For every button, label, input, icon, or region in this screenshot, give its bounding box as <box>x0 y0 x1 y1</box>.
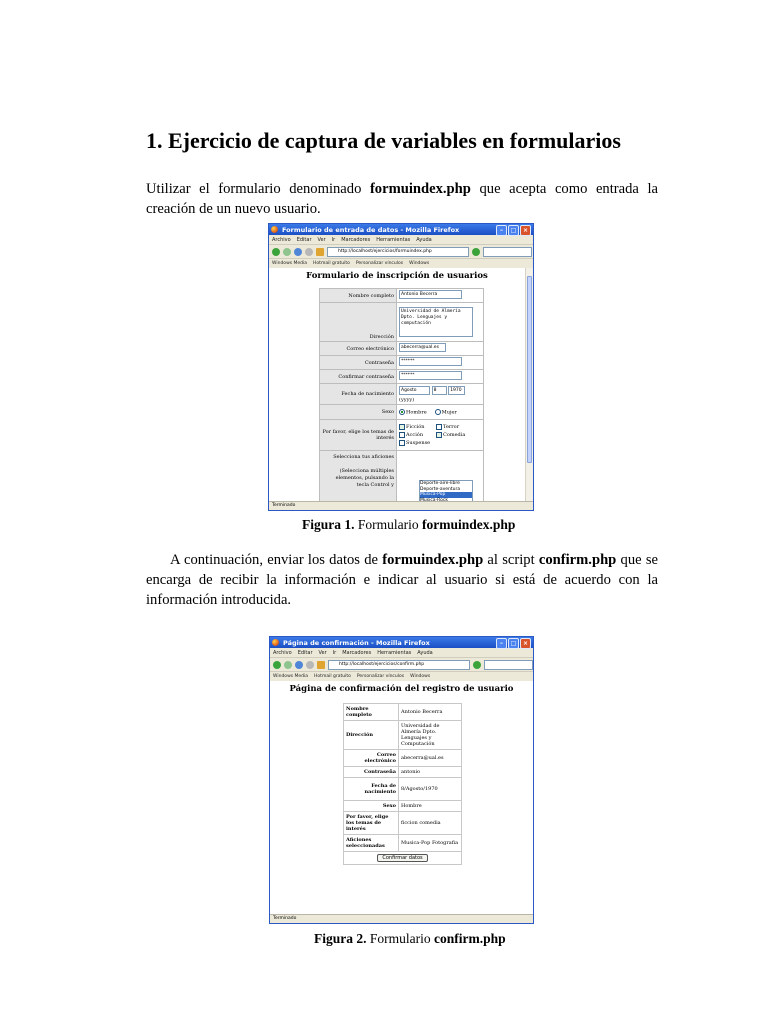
bookmark-windows[interactable]: Windows <box>410 674 431 679</box>
reload-icon[interactable] <box>295 661 303 669</box>
window-title: Formulario de entrada de datos - Mozilla Firefox <box>282 225 460 234</box>
firefox-icon <box>271 226 278 233</box>
caption-filename: formuindex.php <box>422 517 516 532</box>
caption-text: Formulario <box>354 517 422 532</box>
bookmark-personalizar[interactable]: Personalizar vínculos <box>355 261 404 266</box>
aficion-option-selected[interactable]: Musica-Pop <box>420 492 472 498</box>
go-icon[interactable] <box>472 248 480 256</box>
row-label: Fecha de nacimiento <box>344 778 399 801</box>
window-titlebar <box>270 637 533 648</box>
paragraph-2 <box>146 550 658 610</box>
url-field[interactable]: http://localhost/ejercicios/confirm.php <box>328 660 470 670</box>
tema-ficcion-label: Ficción <box>406 424 425 430</box>
tema-terror-label: Terror <box>443 424 460 430</box>
menubar <box>270 648 533 658</box>
bookmark-windows-media[interactable]: Windows Media <box>273 674 309 679</box>
para2-text: A continuación, enviar los datos de <box>170 552 383 568</box>
tema-suspense-checkbox[interactable] <box>399 440 405 446</box>
scrollbar-thumb[interactable] <box>527 276 532 463</box>
aficion-option[interactable]: Musica-Rock <box>420 497 448 501</box>
tema-comedia-checkbox[interactable] <box>436 432 442 438</box>
aficion-option[interactable]: Deporte-aventura <box>420 486 461 492</box>
row-value: abecerra@ual.es <box>399 750 462 767</box>
row-value: Antonio Becerra <box>399 704 462 721</box>
aficiones-label-cell <box>320 451 397 502</box>
forward-icon[interactable] <box>283 248 291 256</box>
nombre-input[interactable]: Antonio Becerra <box>399 290 462 299</box>
tema-accion-checkbox[interactable] <box>399 432 405 438</box>
menu-editar[interactable]: Editar <box>297 649 313 656</box>
tema-terror-checkbox[interactable] <box>436 424 442 430</box>
row-value: 8/Agosto/1970 <box>399 778 462 801</box>
menu-ir[interactable]: Ir <box>332 649 337 656</box>
menu-editar[interactable]: Editar <box>296 236 312 243</box>
menu-archivo[interactable]: Archivo <box>273 649 292 656</box>
caption-filename: confirm.php <box>434 931 506 946</box>
aficiones-label: Selecciona tus aficiones <box>333 454 394 460</box>
menu-ver[interactable]: Ver <box>318 649 327 656</box>
menu-ir[interactable]: Ir <box>331 236 336 243</box>
window-title: Página de confirmación - Mozilla Firefox <box>283 638 430 647</box>
firefox-icon <box>272 639 279 646</box>
back-icon[interactable] <box>273 661 281 669</box>
correo-label: Correo electrónico <box>320 342 397 356</box>
intro-filename: formuindex.php <box>369 181 471 197</box>
aficion-option[interactable]: Deporte-aire-libre <box>420 481 460 486</box>
contrasena-input[interactable]: ****** <box>399 357 462 366</box>
sexo-hombre-label: Hombre <box>406 409 427 416</box>
menubar <box>269 235 533 245</box>
form-title: Formulario de inscripción de usuarios <box>306 271 488 281</box>
reload-icon[interactable] <box>294 248 302 256</box>
confirm-data-button[interactable]: Confirmar datos <box>377 854 427 862</box>
direccion-label: Dirección <box>320 303 397 342</box>
tema-ficcion-checkbox[interactable] <box>399 424 405 430</box>
fecha-dia-select[interactable]: 8 <box>432 386 447 395</box>
row-label: Nombre completo <box>344 704 399 721</box>
row-label: Correo electrónico <box>344 750 399 767</box>
row-value: Musica-Pop Fotografia <box>399 835 462 852</box>
figure2-browser-window <box>269 636 534 924</box>
close-icon[interactable]: × <box>520 225 531 236</box>
navigation-toolbar <box>270 658 533 672</box>
menu-archivo[interactable]: Archivo <box>272 236 291 243</box>
row-label: Dirección <box>344 721 399 750</box>
sexo-mujer-radio[interactable] <box>435 409 441 415</box>
para2-filename-1: formuindex.php <box>382 552 484 568</box>
sexo-label: Sexo <box>320 405 397 420</box>
menu-ayuda[interactable]: Ayuda <box>417 649 433 656</box>
tema-accion-label: Acción <box>406 432 424 438</box>
caption-label: Figura 2. <box>314 931 367 946</box>
confirmar-label: Confirmar contraseña <box>320 370 397 384</box>
temas-label: Por favor, elige los temas de interés <box>320 420 397 451</box>
menu-ayuda[interactable]: Ayuda <box>416 236 432 243</box>
status-bar: Terminado <box>269 501 533 510</box>
maximize-icon[interactable]: □ <box>508 225 519 236</box>
maximize-icon[interactable]: □ <box>508 638 519 649</box>
intro-paragraph <box>146 179 658 219</box>
correo-input[interactable]: abecerra@ual.es <box>399 343 446 352</box>
direccion-textarea[interactable]: Universidad de Almería Dpto. Lenguajes y computación <box>399 307 473 337</box>
minimize-icon[interactable]: – <box>496 638 507 649</box>
figure2-caption <box>314 931 506 947</box>
menu-herramientas[interactable]: Herramientas <box>376 236 411 243</box>
navigation-toolbar <box>269 245 533 259</box>
stop-icon[interactable] <box>306 661 314 669</box>
row-label: Contraseña <box>344 767 399 778</box>
intro-text: Utilizar el formulario denominado <box>146 181 370 197</box>
menu-marcadores[interactable]: Marcadores <box>341 236 371 243</box>
nombre-label: Nombre completo <box>320 289 397 303</box>
contrasena-label: Contraseña <box>320 356 397 370</box>
page-content <box>270 681 533 914</box>
figure1-browser-window <box>268 223 534 511</box>
go-icon[interactable] <box>473 661 481 669</box>
row-label: Aficiones seleccionadas <box>344 835 399 852</box>
menu-herramientas[interactable]: Herramientas <box>377 649 412 656</box>
row-value: ficcion comedia <box>399 812 462 835</box>
home-icon[interactable] <box>317 661 325 669</box>
forward-icon[interactable] <box>284 661 292 669</box>
aficiones-hint: (Selecciona múltiples elementos, pulsando la tecla Control y <box>335 468 394 488</box>
menu-marcadores[interactable]: Marcadores <box>342 649 372 656</box>
row-label: Por favor, elige los temas de interés <box>344 812 399 835</box>
vertical-scrollbar[interactable] <box>525 268 533 501</box>
para2-filename-2: confirm.php <box>538 552 617 568</box>
search-field[interactable] <box>484 660 533 670</box>
status-bar: Terminado <box>270 914 533 923</box>
section-heading: 1. Ejercicio de captura de variables en formularios <box>146 128 621 153</box>
intro-text-end: que acepta como entrada la creación de un nuevo usuario. <box>146 181 658 217</box>
sexo-mujer-label: Mujer <box>441 409 457 416</box>
bookmark-hotmail[interactable]: Hotmail gratuito <box>314 674 351 679</box>
close-icon[interactable]: × <box>520 638 531 649</box>
aficiones-listbox[interactable] <box>419 480 473 501</box>
row-value: antonio <box>399 767 462 778</box>
confirm-table <box>343 703 462 865</box>
page-content <box>269 268 533 501</box>
caption-text: Formulario <box>366 931 434 946</box>
minimize-icon[interactable]: – <box>496 225 507 236</box>
tema-comedia-label: Comedia <box>443 432 466 438</box>
registration-form-table <box>319 288 484 501</box>
tema-suspense-label: Suspense <box>406 440 431 446</box>
row-value: Universidad de Almería Dpto. Lenguajes y Computación <box>399 721 462 750</box>
back-icon[interactable] <box>272 248 280 256</box>
fecha-label: Fecha de nacimiento <box>320 384 397 405</box>
url-field[interactable]: http://localhost/ejercicios/formuindex.php <box>327 247 469 257</box>
para2-text: al script <box>483 552 539 568</box>
fecha-anio-input[interactable]: 1970 <box>448 386 465 395</box>
confirm-title: Página de confirmación del registro de usuario <box>289 684 514 694</box>
row-label: Sexo <box>344 801 399 812</box>
confirmar-input[interactable]: ****** <box>399 371 462 380</box>
fecha-hint: (yyyy) <box>399 396 415 403</box>
window-titlebar <box>269 224 533 235</box>
stop-icon[interactable] <box>305 248 313 256</box>
search-field[interactable] <box>483 247 532 257</box>
home-icon[interactable] <box>316 248 324 256</box>
para2-text: que se encarga de recibir la información e indicar al usuario si está de acuerdo con la información introducida. <box>146 552 658 608</box>
sexo-hombre-radio[interactable] <box>399 409 405 415</box>
bookmark-personalizar[interactable]: Personalizar vínculos <box>356 674 405 679</box>
row-value: Hombre <box>399 801 462 812</box>
fecha-mes-select[interactable]: Agosto <box>399 386 430 395</box>
menu-ver[interactable]: Ver <box>317 236 326 243</box>
figure1-caption <box>302 517 515 533</box>
bookmark-hotmail[interactable]: Hotmail gratuito <box>313 261 350 266</box>
caption-label: Figura 1. <box>302 517 355 532</box>
bookmark-windows[interactable]: Windows <box>409 261 430 266</box>
bookmark-windows-media[interactable]: Windows Media <box>272 261 308 266</box>
